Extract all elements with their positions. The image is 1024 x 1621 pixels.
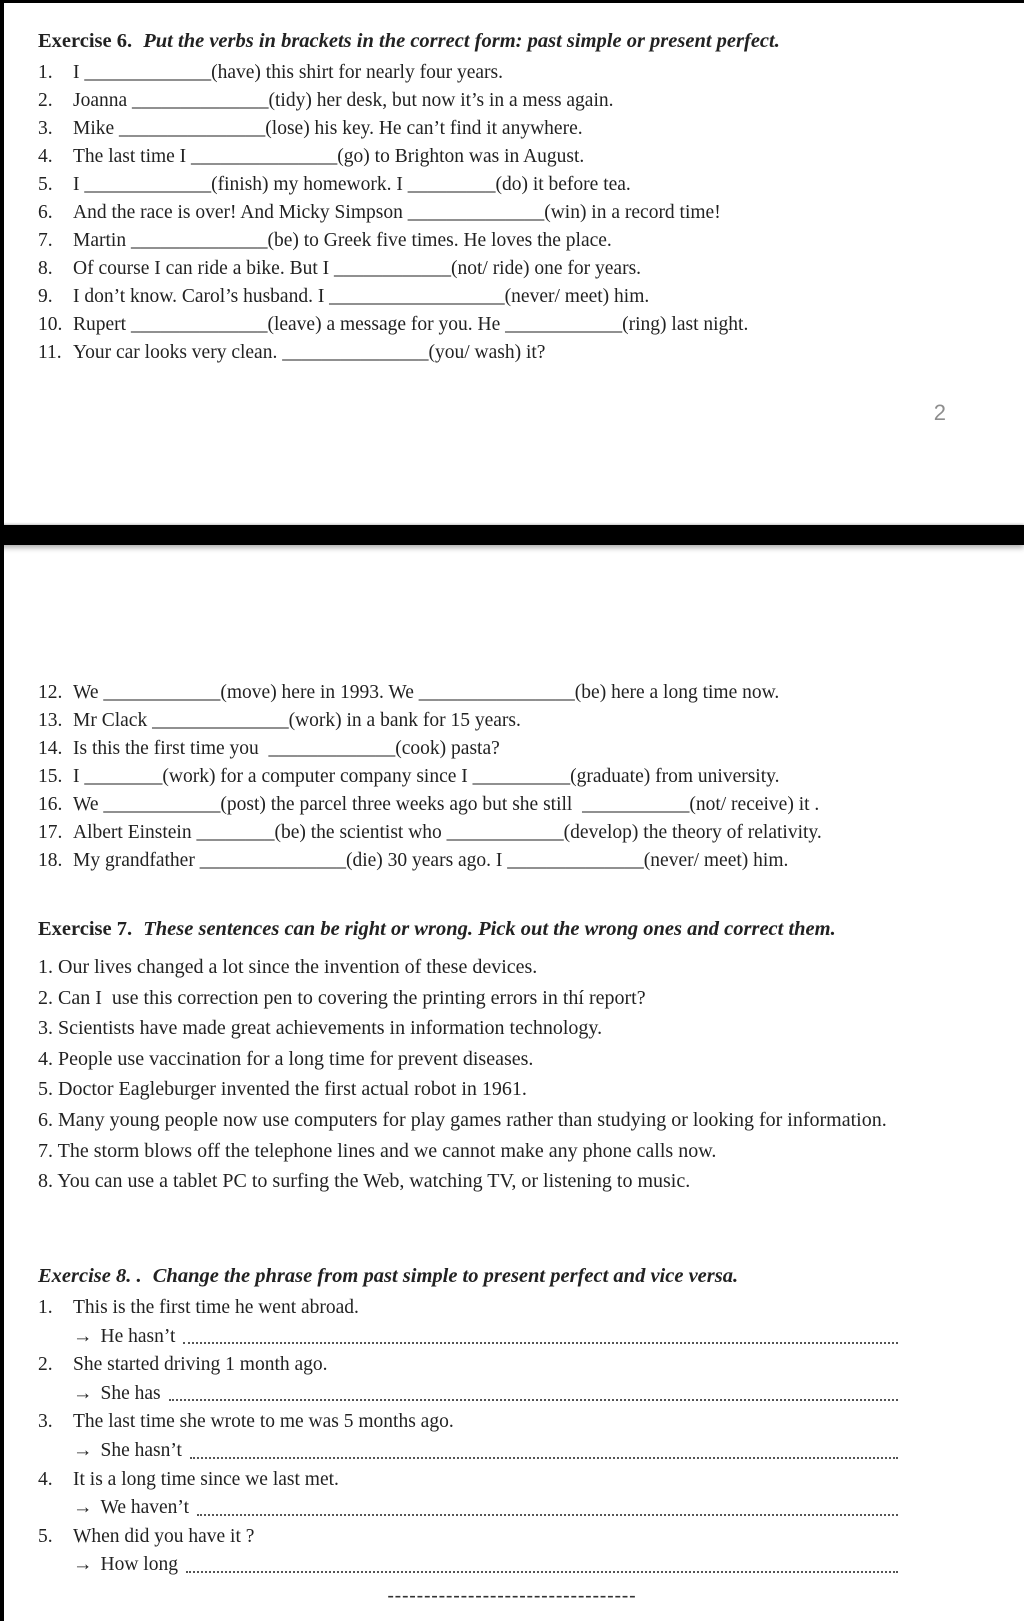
list-item bbox=[38, 1523, 898, 1552]
exercise8-label: Exercise 8. . bbox=[38, 1265, 142, 1287]
list-item: 2. Can I use this correction pen to covering the printing errors in thí report? bbox=[38, 986, 646, 1009]
rewrite-row bbox=[38, 1380, 898, 1409]
page-break-bar bbox=[0, 525, 1024, 545]
dotted-answer-line bbox=[197, 1514, 898, 1516]
item-text: Joanna ______________(tidy) her desk, but now it’s in a mess again. bbox=[73, 90, 614, 111]
item-number: 2. bbox=[38, 1354, 53, 1376]
arrow-right-icon: → bbox=[73, 1325, 93, 1347]
rewrite-row bbox=[38, 1437, 898, 1466]
list-item: 1. Our lives changed a lot since the invention of these devices. bbox=[38, 956, 538, 978]
list-item: 6. Many young people now use computers for play games rather than studying or looking for information. bbox=[38, 1108, 887, 1131]
exercise7-heading bbox=[38, 914, 896, 944]
item-number: 12. bbox=[38, 682, 63, 703]
item-number: 4. bbox=[38, 1468, 53, 1490]
exercise7-instruction: These sentences can be right or wrong. Pick out the wrong ones and correct them. bbox=[143, 918, 836, 940]
item-number: 16. bbox=[38, 794, 63, 815]
list-item bbox=[38, 87, 958, 115]
item-text: My grandfather _______________(die) 30 years ago. I ______________(never/ meet) him. bbox=[73, 850, 789, 871]
rewrite-stem: He hasn’t bbox=[100, 1325, 176, 1347]
rewrite-row bbox=[38, 1494, 898, 1523]
item-text: And the race is over! And Micky Simpson ______________(win) in a record time! bbox=[73, 202, 721, 223]
item-number: 5. bbox=[38, 174, 53, 195]
item-text: Of course I can ride a bike. But I ____________(not/ ride) one for years. bbox=[73, 258, 642, 279]
list-item bbox=[38, 311, 958, 339]
item-number: 9. bbox=[38, 286, 53, 307]
list-item bbox=[38, 339, 958, 367]
list-item bbox=[38, 847, 968, 875]
exercise8-heading bbox=[38, 1261, 898, 1291]
item-number: 1. bbox=[38, 62, 53, 83]
arrow-right-icon: → bbox=[73, 1382, 93, 1404]
item-text: I _____________(finish) my homework. I _________(do) it before tea. bbox=[73, 174, 631, 195]
exercise7-section bbox=[38, 914, 896, 1197]
exercise7-list bbox=[38, 952, 896, 1197]
item-text: I _____________(have) this shirt for nearly four years. bbox=[73, 62, 503, 83]
item-number: 2. bbox=[38, 90, 53, 111]
item-text: Mr Clack ______________(work) in a bank for 15 years. bbox=[73, 710, 521, 731]
list-item: 4. People use vaccination for a long time for prevent diseases. bbox=[38, 1047, 534, 1070]
item-number: 11. bbox=[38, 342, 62, 363]
item-text: I don’t know. Carol’s husband. I __________________(never/ meet) him. bbox=[73, 286, 650, 307]
page-top-border bbox=[0, 0, 1024, 3]
exercise8-list bbox=[38, 1294, 898, 1580]
list-item bbox=[38, 1466, 898, 1495]
item-number: 7. bbox=[38, 230, 53, 251]
worksheet-page-1 bbox=[38, 26, 958, 367]
exercise7-label: Exercise 7. bbox=[38, 918, 133, 940]
exercise6-instruction: Put the verbs in brackets in the correct form: past simple or present perfect. bbox=[143, 30, 780, 52]
item-number: 14. bbox=[38, 738, 63, 759]
exercise8-section bbox=[38, 1261, 898, 1580]
dotted-answer-line bbox=[186, 1571, 898, 1573]
item-number: 13. bbox=[38, 710, 63, 731]
item-text: Rupert ______________(leave) a message for you. He ____________(ring) last night. bbox=[73, 314, 749, 335]
list-item bbox=[38, 255, 958, 283]
dotted-answer-line bbox=[190, 1457, 898, 1459]
list-item: 3. Scientists have made great achievements in information technology. bbox=[38, 1017, 603, 1040]
item-text: This is the first time he went abroad. bbox=[73, 1297, 359, 1318]
list-item: 7. The storm blows off the telephone lines and we cannot make any phone calls now. bbox=[38, 1139, 717, 1162]
item-number: 18. bbox=[38, 850, 63, 871]
list-item bbox=[38, 707, 968, 735]
arrow-right-icon: → bbox=[73, 1439, 93, 1461]
item-number: 15. bbox=[38, 766, 63, 787]
rewrite-stem: How long bbox=[100, 1554, 178, 1576]
item-text: When did you have it ? bbox=[73, 1525, 255, 1547]
item-number: 4. bbox=[38, 146, 53, 167]
list-item bbox=[38, 735, 968, 763]
list-item bbox=[38, 819, 968, 847]
exercise6-list bbox=[38, 59, 958, 367]
item-text: Albert Einstein ________(be) the scientist who ____________(develop) the theory of relativity. bbox=[73, 822, 822, 843]
item-number: 1. bbox=[38, 1297, 53, 1318]
list-item: 5. Doctor Eagleburger invented the first actual robot in 1961. bbox=[38, 1078, 527, 1101]
list-item bbox=[38, 791, 968, 819]
exercise6-label: Exercise 6. bbox=[38, 30, 133, 52]
item-number: 3. bbox=[38, 1411, 53, 1433]
rewrite-row bbox=[38, 1551, 898, 1580]
item-text: She started driving 1 month ago. bbox=[73, 1354, 328, 1376]
exercise6-heading bbox=[38, 26, 958, 56]
exercise6-continued-list bbox=[38, 679, 968, 875]
list-item bbox=[38, 171, 958, 199]
list-item: 8. You can use a tablet PC to surfing the Web, watching TV, or listening to music. bbox=[38, 1170, 691, 1193]
item-text: The last time I _______________(go) to Brighton was in August. bbox=[73, 146, 585, 167]
dotted-answer-line bbox=[169, 1399, 898, 1401]
item-text: I ________(work) for a computer company since I __________(graduate) from university. bbox=[73, 766, 780, 787]
list-item bbox=[38, 115, 958, 143]
item-number: 5. bbox=[38, 1525, 53, 1547]
arrow-right-icon: → bbox=[73, 1554, 93, 1576]
item-number: 3. bbox=[38, 118, 53, 139]
rewrite-stem: She hasn’t bbox=[100, 1439, 182, 1461]
item-text: It is a long time since we last met. bbox=[73, 1468, 339, 1490]
item-text: We ____________(move) here in 1993. We ________________(be) here a long time now. bbox=[73, 682, 780, 703]
list-item bbox=[38, 59, 958, 87]
item-text: We ____________(post) the parcel three weeks ago but she still ___________(not/ receive) it . bbox=[73, 794, 820, 815]
list-item bbox=[38, 143, 958, 171]
item-number: 8. bbox=[38, 258, 53, 279]
item-text: The last time she wrote to me was 5 months ago. bbox=[73, 1411, 454, 1433]
page-left-border bbox=[0, 0, 4, 1621]
list-item bbox=[38, 227, 958, 255]
dotted-answer-line bbox=[183, 1342, 898, 1344]
page-number: 2 bbox=[933, 400, 946, 425]
list-item bbox=[38, 1408, 898, 1437]
arrow-right-icon: → bbox=[73, 1497, 93, 1519]
item-text: Is this the first time you _____________(cook) pasta? bbox=[73, 738, 500, 759]
item-number: 17. bbox=[38, 822, 63, 843]
list-item bbox=[38, 679, 968, 707]
rewrite-stem: We haven’t bbox=[100, 1497, 189, 1519]
item-text: Your car looks very clean. _______________(you/ wash) it? bbox=[73, 342, 546, 363]
list-item bbox=[38, 283, 958, 311]
item-text: Mike _______________(lose) his key. He can’t find it anywhere. bbox=[73, 118, 583, 139]
list-item bbox=[38, 1351, 898, 1380]
exercise8-instruction: Change the phrase from past simple to present perfect and vice versa. bbox=[152, 1265, 739, 1287]
list-item bbox=[38, 1294, 898, 1323]
list-item bbox=[38, 763, 968, 791]
item-number: 6. bbox=[38, 202, 53, 223]
item-number: 10. bbox=[38, 314, 63, 335]
list-item bbox=[38, 199, 958, 227]
rewrite-row bbox=[38, 1323, 898, 1352]
item-text: Martin ______________(be) to Greek five times. He loves the place. bbox=[73, 230, 612, 251]
bottom-divider: ---------------------------------- bbox=[387, 1585, 637, 1606]
rewrite-stem: She has bbox=[100, 1382, 161, 1404]
